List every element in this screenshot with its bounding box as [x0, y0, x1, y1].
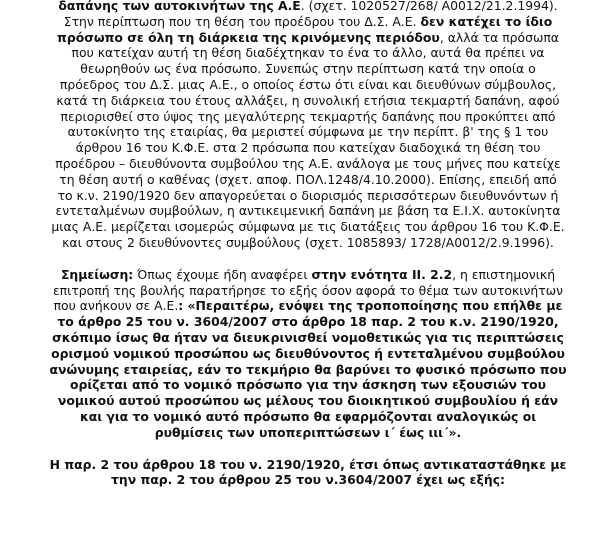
text: αυτοκίνητο της εταιρίας, θα μεριστεί σύμφωνα με την περίπτ. β' της § 1 του: [67, 124, 549, 140]
text: κατά τη διάρκεια του έτους αλλάξει, η συνολική ετήσια τεκμαρτή δαπάνη, αφού: [56, 92, 560, 108]
text: . (σχετ. 1020527/268/ Α0012/21.2.1994).: [300, 0, 558, 13]
text: που ανήκουν σε Α.Ε.: [53, 298, 179, 314]
text: θεωρηθούν ως ένα πρόσωπο. Συνεπώς στην περίπτωση κατά την οποία ο: [80, 61, 536, 77]
text-bold: το άρθρο 25 του ν. 3604/2007 στο άρθρο 18 παρ. 2 του κ.ν. 2190/1920,: [57, 314, 559, 330]
text: Στην περίπτωση που τη θέση του προέδρου του Δ.Σ. Α.Ε.: [63, 13, 421, 29]
text: τη θέση αυτή ο καθένας (σχετ. αποφ. ΠΟΛ.1248/4.10.2000). Επίσης, επειδή από: [59, 171, 557, 187]
text-bold: την παρ. 2 του άρθρου 25 του ν.3604/2007 έχει ως εξής:: [111, 472, 505, 488]
text: εντεταλμένων συμβούλων, η αντικειμενική δαπάνη με βάση τα Ε.Ι.Χ. αυτοκίνητα: [55, 203, 561, 219]
text: πρόεδρος του Δ.Σ. μιας Α.Ε., ο οποίος έστω ότι είναι και διευθύνων σύμβουλος,: [59, 76, 557, 92]
text-bold: δαπάνης των αυτοκινήτων της Α.Ε: [58, 0, 301, 13]
text-bold: και για το νομικό αυτό πρόσωπο θα εφαρμόζονται αναλογικώς οι: [79, 408, 537, 424]
text-bold: ρυθμίσεις των υποπεριπτώσεων ι΄ έως ιιι΄».: [154, 424, 462, 440]
text: προέδρου – διευθύνοντα συμβούλου της Α.Ε. ανάλογα με τους μήνες που κατείχε: [55, 155, 561, 171]
text-bold: : «Περαιτέρω, ενόψει της τροποποίησης που επήλθε με: [178, 298, 563, 314]
paragraph-article-18: [18, 457, 598, 489]
text-bold: ανώνυμης εταιρείας, εάν το τεκμήριο θα βαρύνει το φυσικό πρόσωπο που: [49, 361, 567, 377]
text-bold: νομικού αυτού προσώπου ως μέλους του διοικητικού συμβουλίου ή εάν: [57, 393, 559, 409]
text-bold: στην ενότητα ΙΙ. 2.2: [311, 266, 453, 282]
text: , η επιστημονική: [452, 266, 556, 282]
text: μιας Α.Ε. μερίζεται ισομερώς σύμφωνα με τις διατάξεις του άρθρου 16 του Κ.Φ.Ε.: [51, 219, 565, 235]
text: το κ.ν. 2190/1920 δεν απαγορεύεται ο διορισμός περισσότερων διευθυνόντων ή: [57, 187, 559, 203]
text: και στους 2 διευθύνοντες συμβούλους (σχετ. 1085893/ 1728/Α0012/2.9.1996).: [62, 234, 554, 250]
text: επιτροπή της βουλής παρατήρησε το εξής όσον αφορά το θέμα των αυτοκινήτων: [52, 282, 564, 298]
text: περιορισθεί στο ύψος της μεγαλύτερης τεκμαρτής δαπάνης που προκύπτει από: [60, 108, 556, 124]
text: Όπως έχουμε ήδη αναφέρει: [133, 266, 312, 282]
paragraph-note: [18, 267, 598, 441]
text: , αλλά τα πρόσωπα: [439, 29, 559, 45]
text: που κατείχαν αυτή τη θέση διαδέχτηκαν το ένα το άλλο, αυτά θα πρέπει να: [71, 45, 545, 61]
note-label: Σημείωση:: [60, 266, 134, 282]
text-bold: Η παρ. 2 του άρθρου 18 του ν. 2190/1920, έτσι όπως αντικαταστάθηκε με: [49, 456, 567, 472]
text-bold: δεν κατέχει το ίδιο: [420, 13, 553, 29]
text-bold: ορισμού νομικού προσώπου ως διευθύνοντος ή εντεταλμένου συμβούλου: [51, 345, 565, 361]
paragraph-company-car-expense: [18, 0, 598, 251]
text-bold: πρόσωπο σε όλη τη διάρκεια της κρινόμενης περιόδου: [57, 29, 440, 45]
text-bold: σκόπιμο ίσως θα ήταν να διευκρινισθεί νομοθετικώς για τις περιπτώσεις: [52, 329, 564, 345]
text-bold: ορίζεται από το νομικό πρόσωπο για την άσκηση των εξουσιών του: [69, 377, 547, 393]
text: άρθρου 16 του Κ.Φ.Ε. στα 2 πρόσωπα που κατείχαν διαδοχικά τη θέση του: [75, 140, 541, 156]
